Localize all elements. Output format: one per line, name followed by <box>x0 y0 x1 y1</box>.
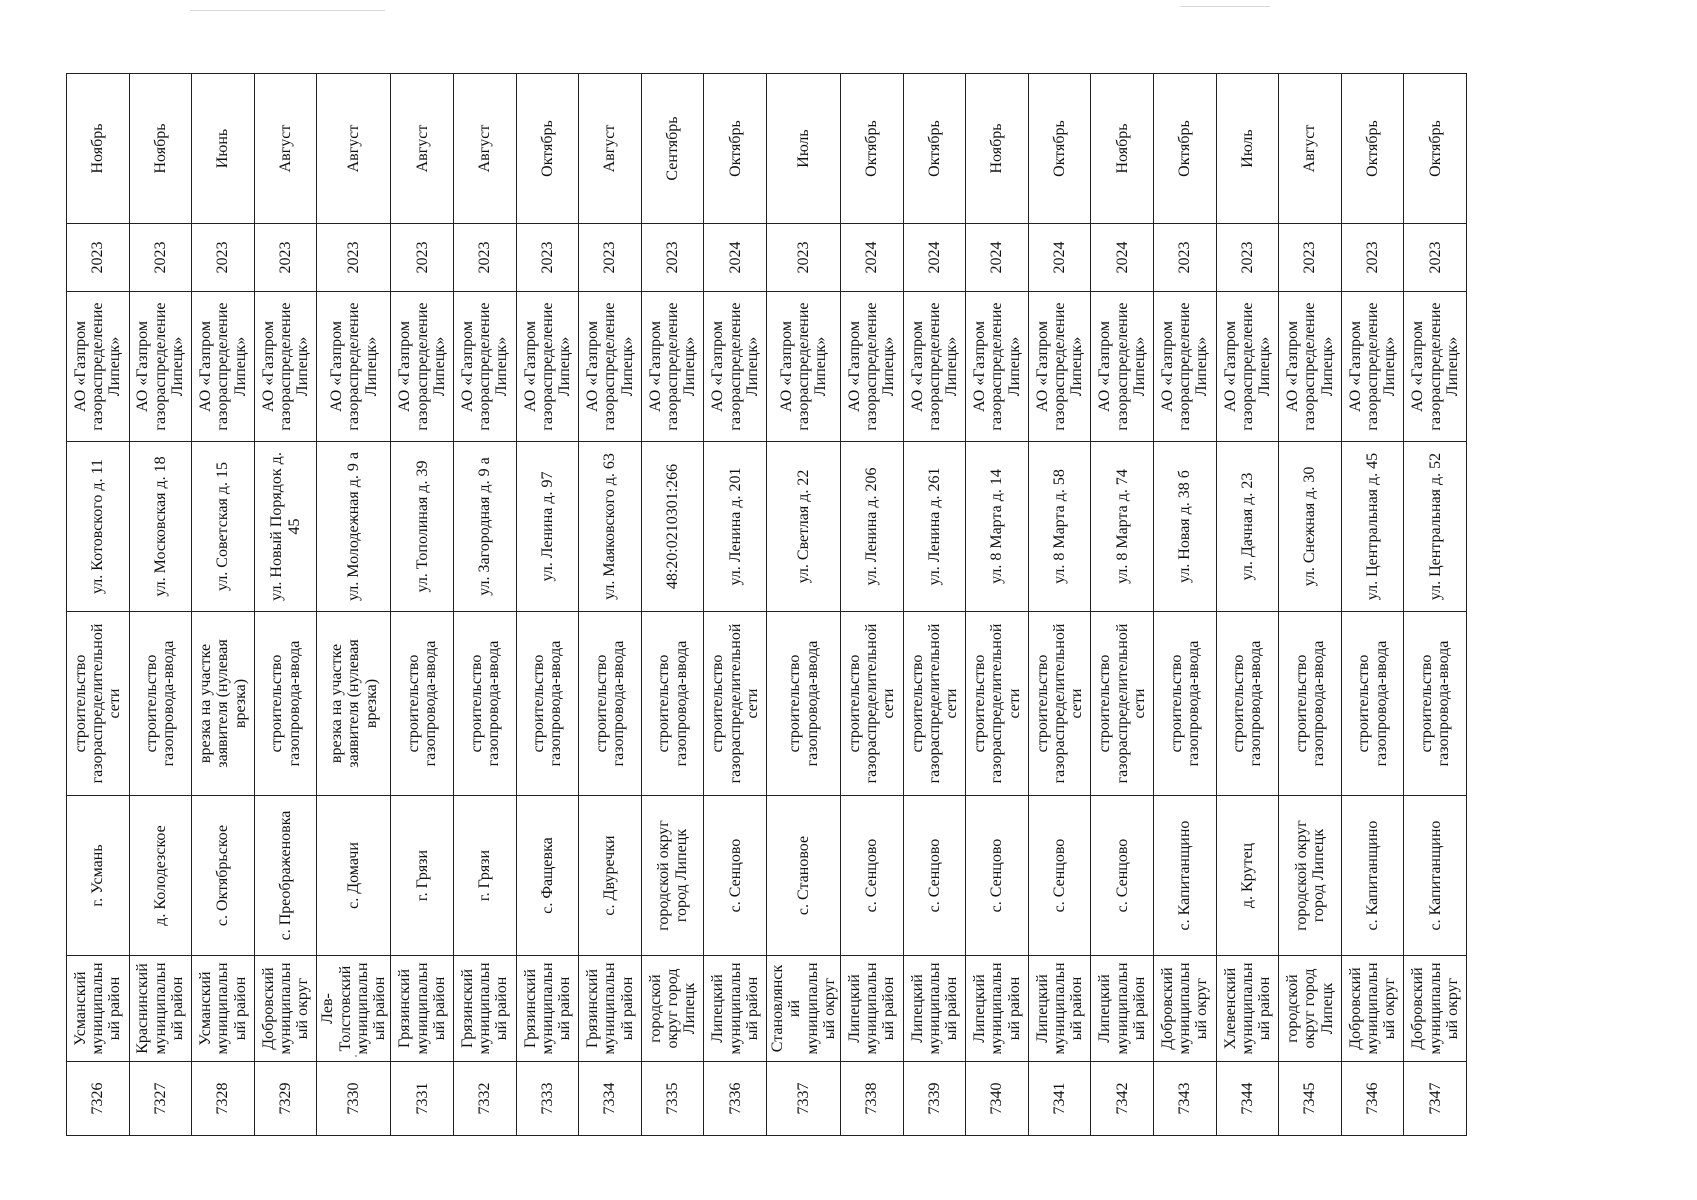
organization-cell: АО «Газпром газораспределение Липецк» <box>704 292 767 442</box>
work-type-cell: врезка на участке заявителя (нулевая врезка) <box>192 612 255 796</box>
table-row <box>641 74 704 1136</box>
organization-cell: АО «Газпром газораспределение Липецк» <box>454 292 517 442</box>
district-cell: Усманский муниципальный район <box>67 956 130 1062</box>
table-row <box>704 74 767 1136</box>
year-cell: 2024 <box>704 224 767 292</box>
work-type-cell: строительство газопровода-ввода <box>129 612 192 796</box>
month-cell: Октябрь <box>516 74 579 224</box>
year-cell: 2023 <box>1279 224 1342 292</box>
address-cell: ул. Тополиная д. 39 <box>391 442 454 612</box>
locality-cell: с. Сенцово <box>704 796 767 956</box>
table-row <box>1279 74 1342 1136</box>
address-cell: ул. 8 Марта д. 58 <box>1028 442 1091 612</box>
address-cell: ул. Загородная д. 9 а <box>454 442 517 612</box>
organization-cell: АО «Газпром газораспределение Липецк» <box>129 292 192 442</box>
organization-cell: АО «Газпром газораспределение Липецк» <box>641 292 704 442</box>
row-number-cell: 7332 <box>454 1062 517 1136</box>
district-cell: Добровский муниципальный округ <box>1341 956 1404 1062</box>
row-number-cell: 7345 <box>1279 1062 1342 1136</box>
work-type-cell: строительство газопровода-ввода <box>1216 612 1279 796</box>
district-cell: Грязинский муниципальный район <box>391 956 454 1062</box>
table-row <box>903 74 966 1136</box>
organization-cell: АО «Газпром газораспределение Липецк» <box>67 292 130 442</box>
work-type-cell: строительство газораспределительной сети <box>1091 612 1154 796</box>
month-cell: Ноябрь <box>966 74 1029 224</box>
year-cell: 2023 <box>1404 224 1467 292</box>
address-cell: ул. Новый Порядок д. 45 <box>254 442 317 612</box>
table-row <box>516 74 579 1136</box>
month-cell: Ноябрь <box>129 74 192 224</box>
organization-cell: АО «Газпром газораспределение Липецк» <box>317 292 391 442</box>
district-cell: Добровский муниципальный округ <box>1154 956 1217 1062</box>
row-number-cell: 7326 <box>67 1062 130 1136</box>
district-cell: городской округ город Липецк <box>641 956 704 1062</box>
year-cell: 2024 <box>1028 224 1091 292</box>
locality-cell: с. Домачи <box>317 796 391 956</box>
address-cell: ул. Снежная д. 30 <box>1279 442 1342 612</box>
district-cell: Становлянский муниципальный округ <box>767 956 841 1062</box>
district-cell: Грязинский муниципальный район <box>454 956 517 1062</box>
row-number-cell: 7331 <box>391 1062 454 1136</box>
row-number-cell: 7335 <box>641 1062 704 1136</box>
address-cell: ул. Ленина д. 97 <box>516 442 579 612</box>
locality-cell: с. Фащевка <box>516 796 579 956</box>
work-type-cell: строительство газораспределительной сети <box>903 612 966 796</box>
district-cell: Липецкий муниципальный район <box>966 956 1029 1062</box>
table-row <box>966 74 1029 1136</box>
work-type-cell: строительство газораспределительной сети <box>704 612 767 796</box>
row-number-cell: 7336 <box>704 1062 767 1136</box>
table-row <box>579 74 642 1136</box>
year-cell: 2023 <box>641 224 704 292</box>
address-cell: ул. Советская д. 15 <box>192 442 255 612</box>
year-cell: 2023 <box>391 224 454 292</box>
work-type-cell: строительство газопровода-ввода <box>454 612 517 796</box>
locality-cell: с. Капитанщино <box>1404 796 1467 956</box>
year-cell: 2024 <box>903 224 966 292</box>
address-cell: ул. Ленина д. 201 <box>704 442 767 612</box>
work-type-cell: строительство газопровода-ввода <box>1404 612 1467 796</box>
district-cell: Усманский муниципальный район <box>192 956 255 1062</box>
table-row <box>454 74 517 1136</box>
work-type-cell: строительство газораспределительной сети <box>1028 612 1091 796</box>
locality-cell: с. Капитанщино <box>1154 796 1217 956</box>
work-type-cell: строительство газопровода-ввода <box>254 612 317 796</box>
locality-cell: с. Сенцово <box>903 796 966 956</box>
table-row <box>1028 74 1091 1136</box>
address-cell: ул. Маяковского д. 63 <box>579 442 642 612</box>
organization-cell: АО «Газпром газораспределение Липецк» <box>966 292 1029 442</box>
row-number-cell: 7341 <box>1028 1062 1091 1136</box>
district-cell: Липецкий муниципальный район <box>1028 956 1091 1062</box>
address-cell: ул. Московская д. 18 <box>129 442 192 612</box>
year-cell: 2023 <box>317 224 391 292</box>
row-number-cell: 7328 <box>192 1062 255 1136</box>
month-cell: Июль <box>1216 74 1279 224</box>
month-cell: Сентябрь <box>641 74 704 224</box>
locality-cell: г. Грязи <box>454 796 517 956</box>
work-type-cell: строительство газопровода-ввода <box>1154 612 1217 796</box>
organization-cell: АО «Газпром газораспределение Липецк» <box>1341 292 1404 442</box>
district-cell: Липецкий муниципальный район <box>1091 956 1154 1062</box>
year-cell: 2023 <box>254 224 317 292</box>
table-row <box>129 74 192 1136</box>
table-row <box>67 74 130 1136</box>
row-number-cell: 7339 <box>903 1062 966 1136</box>
month-cell: Август <box>254 74 317 224</box>
locality-cell: г. Грязи <box>391 796 454 956</box>
organization-cell: АО «Газпром газораспределение Липецк» <box>391 292 454 442</box>
locality-cell: городской округ город Липецк <box>641 796 704 956</box>
month-cell: Август <box>579 74 642 224</box>
year-cell: 2023 <box>67 224 130 292</box>
year-cell: 2023 <box>516 224 579 292</box>
month-cell: Август <box>391 74 454 224</box>
row-number-cell: 7346 <box>1341 1062 1404 1136</box>
address-cell: ул. 8 Марта д. 14 <box>966 442 1029 612</box>
row-number-cell: 7329 <box>254 1062 317 1136</box>
locality-cell: с. Сенцово <box>1028 796 1091 956</box>
table-row <box>1404 74 1467 1136</box>
year-cell: 2023 <box>767 224 841 292</box>
month-cell: Июнь <box>192 74 255 224</box>
address-cell: ул. Светлая д. 22 <box>767 442 841 612</box>
table-row <box>767 74 841 1136</box>
organization-cell: АО «Газпром газораспределение Липецк» <box>1091 292 1154 442</box>
work-type-cell: строительство газопровода-ввода <box>1279 612 1342 796</box>
month-cell: Август <box>454 74 517 224</box>
year-cell: 2023 <box>129 224 192 292</box>
locality-cell: с. Сенцово <box>1091 796 1154 956</box>
table-row <box>841 74 904 1136</box>
month-cell: Октябрь <box>841 74 904 224</box>
year-cell: 2024 <box>841 224 904 292</box>
address-cell: ул. Котовского д. 11 <box>67 442 130 612</box>
locality-cell: с. Двуречки <box>579 796 642 956</box>
district-cell: Добровский муниципальный округ <box>254 956 317 1062</box>
district-cell: Добровский муниципальный округ <box>1404 956 1467 1062</box>
row-number-cell: 7330 <box>317 1062 391 1136</box>
row-number-cell: 7343 <box>1154 1062 1217 1136</box>
month-cell: Октябрь <box>1028 74 1091 224</box>
locality-cell: с. Октябрьское <box>192 796 255 956</box>
work-type-cell: врезка на участке заявителя (нулевая врезка) <box>317 612 391 796</box>
month-cell: Октябрь <box>1341 74 1404 224</box>
work-type-cell: строительство газораспределительной сети <box>966 612 1029 796</box>
district-cell: Лев-Толстовский муниципальный район <box>317 956 391 1062</box>
row-number-cell: 7347 <box>1404 1062 1467 1136</box>
organization-cell: АО «Газпром газораспределение Липецк» <box>192 292 255 442</box>
address-cell: ул. Ленина д. 261 <box>903 442 966 612</box>
address-cell: ул. Центральная д. 45 <box>1341 442 1404 612</box>
work-type-cell: строительство газопровода-ввода <box>579 612 642 796</box>
year-cell: 2023 <box>1341 224 1404 292</box>
address-cell: 48:20:0210301:266 <box>641 442 704 612</box>
month-cell: Октябрь <box>704 74 767 224</box>
row-number-cell: 7337 <box>767 1062 841 1136</box>
district-cell: Хлевенский муниципальный район <box>1216 956 1279 1062</box>
district-cell: Липецкий муниципальный район <box>704 956 767 1062</box>
address-cell: ул. Новая д. 38 б <box>1154 442 1217 612</box>
year-cell: 2023 <box>1216 224 1279 292</box>
locality-cell: с. Капитанщино <box>1341 796 1404 956</box>
row-number-cell: 7333 <box>516 1062 579 1136</box>
organization-cell: АО «Газпром газораспределение Липецк» <box>1154 292 1217 442</box>
locality-cell: с. Преображеновка <box>254 796 317 956</box>
locality-cell: с. Сенцово <box>966 796 1029 956</box>
address-cell: ул. Молодежная д. 9 а <box>317 442 391 612</box>
table-row <box>391 74 454 1136</box>
work-type-cell: строительство газопровода-ввода <box>391 612 454 796</box>
work-type-cell: строительство газопровода-ввода <box>516 612 579 796</box>
district-cell: Липецкий муниципальный район <box>841 956 904 1062</box>
year-cell: 2023 <box>579 224 642 292</box>
address-cell: ул. Дачная д. 23 <box>1216 442 1279 612</box>
year-cell: 2023 <box>192 224 255 292</box>
table-row <box>1154 74 1217 1136</box>
table-row <box>1341 74 1404 1136</box>
district-cell: Грязинский муниципальный район <box>516 956 579 1062</box>
district-cell: Краснинский муниципальный район <box>129 956 192 1062</box>
gas-connection-table <box>66 73 1467 1136</box>
row-number-cell: 7327 <box>129 1062 192 1136</box>
locality-cell: городской округ город Липецк <box>1279 796 1342 956</box>
row-number-cell: 7340 <box>966 1062 1029 1136</box>
organization-cell: АО «Газпром газораспределение Липецк» <box>841 292 904 442</box>
month-cell: Октябрь <box>903 74 966 224</box>
address-cell: ул. Ленина д. 206 <box>841 442 904 612</box>
year-cell: 2023 <box>1154 224 1217 292</box>
year-cell: 2024 <box>966 224 1029 292</box>
table-body <box>67 74 1467 1136</box>
table-row <box>317 74 391 1136</box>
work-type-cell: строительство газораспределительной сети <box>841 612 904 796</box>
row-number-cell: 7342 <box>1091 1062 1154 1136</box>
row-number-cell: 7344 <box>1216 1062 1279 1136</box>
district-cell: Грязинский муниципальный район <box>579 956 642 1062</box>
year-cell: 2023 <box>454 224 517 292</box>
organization-cell: АО «Газпром газораспределение Липецк» <box>1216 292 1279 442</box>
organization-cell: АО «Газпром газораспределение Липецк» <box>579 292 642 442</box>
month-cell: Ноябрь <box>67 74 130 224</box>
month-cell: Август <box>317 74 391 224</box>
work-type-cell: строительство газопровода-ввода <box>641 612 704 796</box>
locality-cell: д. Крутец <box>1216 796 1279 956</box>
locality-cell: с. Становое <box>767 796 841 956</box>
table-row <box>254 74 317 1136</box>
month-cell: Октябрь <box>1154 74 1217 224</box>
table-row <box>1091 74 1154 1136</box>
locality-cell: с. Сенцово <box>841 796 904 956</box>
organization-cell: АО «Газпром газораспределение Липецк» <box>1279 292 1342 442</box>
locality-cell: г. Усмань <box>67 796 130 956</box>
row-number-cell: 7334 <box>579 1062 642 1136</box>
month-cell: Август <box>1279 74 1342 224</box>
month-cell: Ноябрь <box>1091 74 1154 224</box>
organization-cell: АО «Газпром газораспределение Липецк» <box>1028 292 1091 442</box>
locality-cell: д. Колодезское <box>129 796 192 956</box>
organization-cell: АО «Газпром газораспределение Липецк» <box>767 292 841 442</box>
district-cell: городской округ город Липецк <box>1279 956 1342 1062</box>
address-cell: ул. Центральная д. 52 <box>1404 442 1467 612</box>
work-type-cell: строительство газопровода-ввода <box>1341 612 1404 796</box>
organization-cell: АО «Газпром газораспределение Липецк» <box>516 292 579 442</box>
year-cell: 2024 <box>1091 224 1154 292</box>
work-type-cell: строительство газораспределительной сети <box>67 612 130 796</box>
work-type-cell: строительство газопровода-ввода <box>767 612 841 796</box>
table-row <box>1216 74 1279 1136</box>
month-cell: Июль <box>767 74 841 224</box>
organization-cell: АО «Газпром газораспределение Липецк» <box>254 292 317 442</box>
organization-cell: АО «Газпром газораспределение Липецк» <box>1404 292 1467 442</box>
address-cell: ул. 8 Марта д. 74 <box>1091 442 1154 612</box>
row-number-cell: 7338 <box>841 1062 904 1136</box>
table-row <box>192 74 255 1136</box>
organization-cell: АО «Газпром газораспределение Липецк» <box>903 292 966 442</box>
month-cell: Октябрь <box>1404 74 1467 224</box>
district-cell: Липецкий муниципальный район <box>903 956 966 1062</box>
